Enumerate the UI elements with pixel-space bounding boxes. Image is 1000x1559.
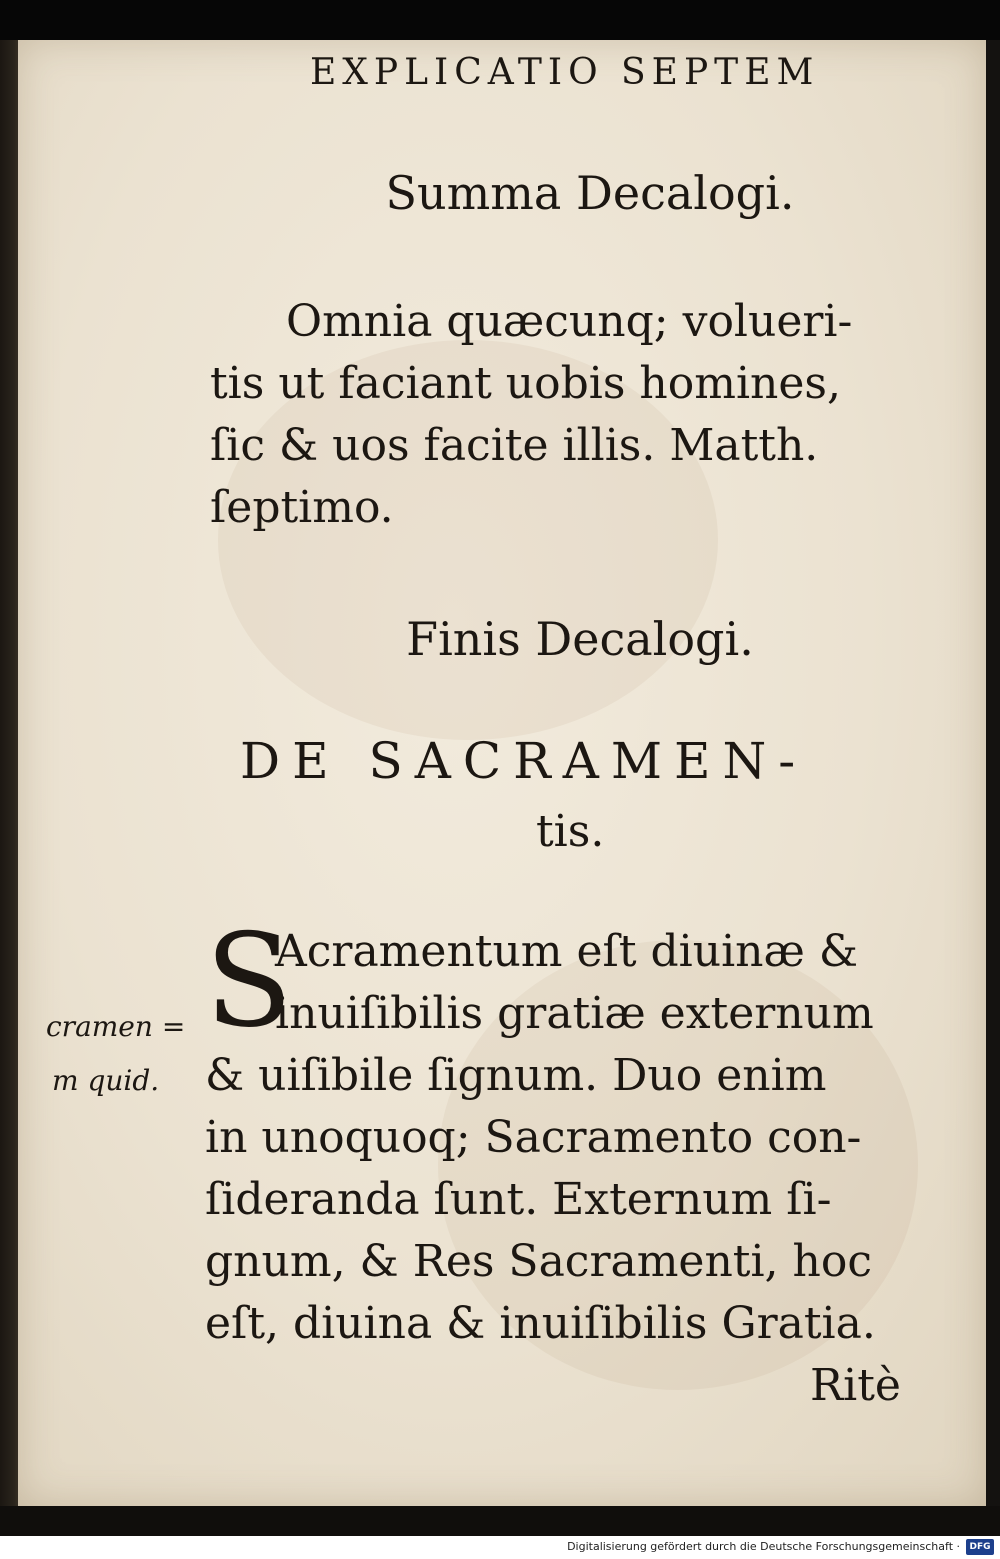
text-line: Acramentum eſt diuinæ & xyxy=(275,926,858,977)
running-head: EXPLICATIO SEPTEM xyxy=(310,52,820,93)
heading-de-sacramentis: DE SACRAMEN- xyxy=(240,732,808,790)
scan-bottom-border xyxy=(0,1506,1000,1536)
text-line: eſt, diuina & inuiſibilis Gratia. xyxy=(205,1298,876,1349)
scan-right-border xyxy=(986,40,1000,1520)
text-line: inuiſibilis gratiæ externum xyxy=(275,988,874,1039)
text-line: tis ut faciant uobis homines, xyxy=(210,358,841,409)
heading-finis-decalogi: Finis Decalogi. xyxy=(406,612,754,666)
text-line: Omnia quæcunq; volueri- xyxy=(286,296,853,347)
drop-capital: S xyxy=(205,907,293,1056)
footer-bar xyxy=(0,1536,1000,1559)
margin-note: cramen = xyxy=(46,1010,186,1043)
text-line: ſic & uos facite illis. Matth. xyxy=(210,420,819,471)
dfg-logo: DFG xyxy=(966,1539,994,1555)
text-line: ſeptimo. xyxy=(210,482,394,533)
heading-de-sacramentis-continued: tis. xyxy=(536,806,605,857)
book-spine-edge xyxy=(0,40,20,1520)
funding-credit: Digitalisierung gefördert durch die Deutsche Forschungsgemeinschaft · xyxy=(567,1540,960,1553)
heading-summa-decalogi: Summa Decalogi. xyxy=(385,166,795,220)
text-line: in unoquoq; Sacramento con- xyxy=(205,1112,862,1163)
text-line: gnum, & Res Sacramenti, hoc xyxy=(205,1236,873,1287)
margin-note: m quid. xyxy=(52,1064,160,1097)
text-line: ſideranda ſunt. Externum ſi- xyxy=(205,1174,832,1225)
scan-top-border xyxy=(0,0,1000,40)
text-line: & uiſibile ſignum. Duo enim xyxy=(205,1050,827,1101)
catchword: Ritè xyxy=(810,1360,901,1411)
